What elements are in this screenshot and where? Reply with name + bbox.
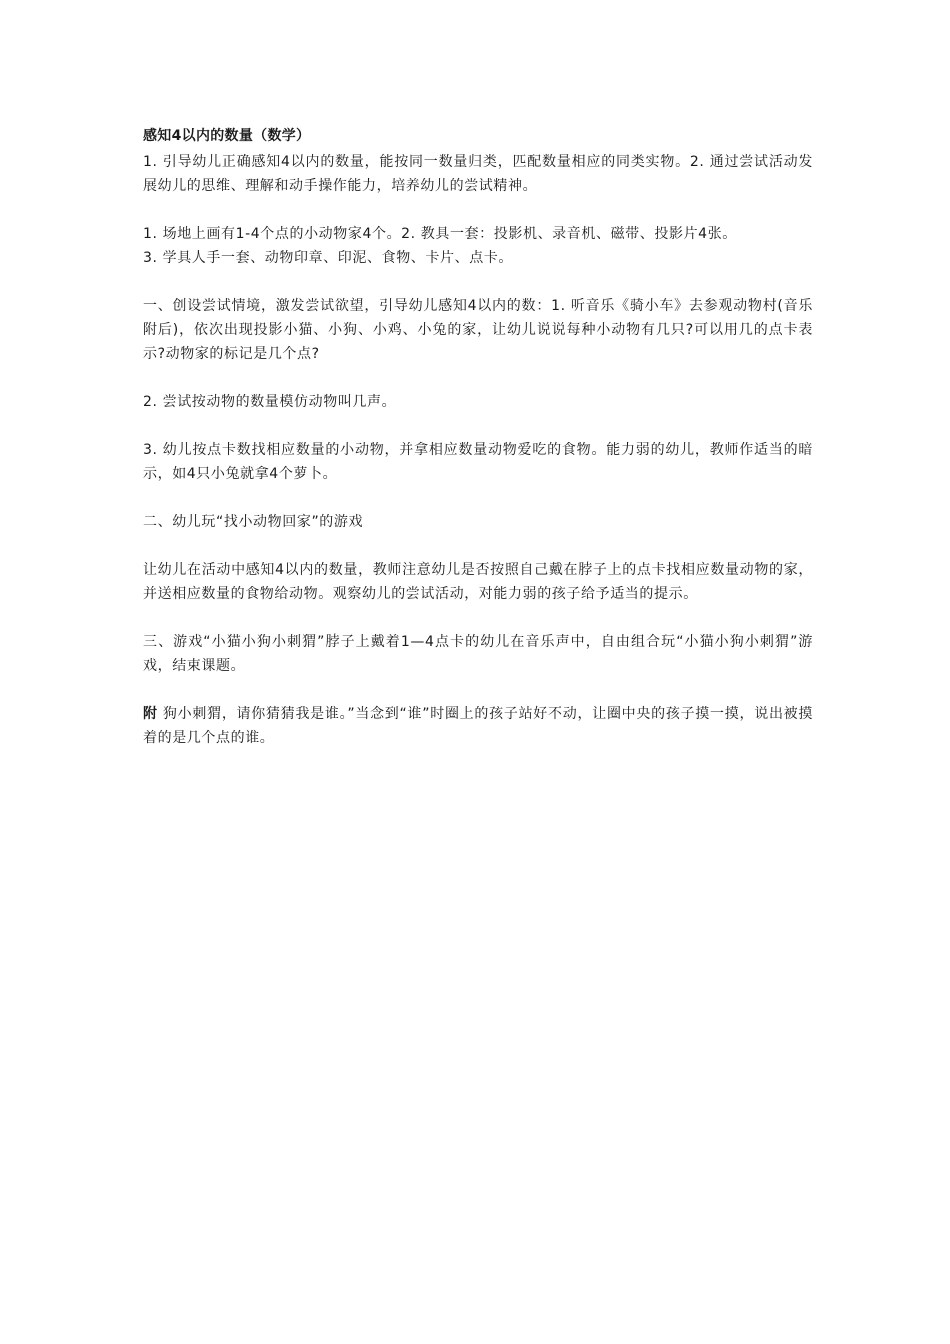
- paragraph-spacer: [143, 606, 813, 630]
- preparation-line-2: 3. 学具人手一套、动物印章、印泥、食物、卡片、点卡。: [143, 250, 514, 266]
- paragraph-spacer: [143, 270, 813, 294]
- paragraph-spacer: [143, 678, 813, 702]
- step-1-paragraph: 一、创设尝试情境，激发尝试欲望，引导幼儿感知4以内的数：1. 听音乐《骑小车》去参观动物村(音乐附后)，依次出现投影小猫、小狗、小鸡、小兔的家，让幼儿说说每种小动物有几只?可以用几的点卡表示?动物家的标记是几个点?: [143, 298, 813, 362]
- paragraph-spacer: [143, 198, 813, 222]
- step-3-paragraph: 三、游戏“小猫小狗小刺猬”脖子上戴着1—4点卡的幼儿在音乐声中，自由组合玩“小猫小狗小刺猬”游戏，结束课题。: [143, 634, 813, 674]
- step-2-heading: 二、幼儿玩“找小动物回家”的游戏: [143, 514, 364, 530]
- paragraph-spacer: [143, 414, 813, 438]
- paragraph-spacer: [143, 486, 813, 510]
- step-1-item-2: 2. 尝试按动物的数量模仿动物叫几声。: [143, 394, 397, 410]
- step-1-item-3: 3. 幼儿按点卡数找相应数量的小动物，并拿相应数量动物爱吃的食物。能力弱的幼儿，教师作适当的暗示，如4只小兔就拿4个萝卜。: [143, 442, 813, 482]
- preparation-line-1: 1. 场地上画有1-4个点的小动物家4个。2. 教具一套：投影机、录音机、磁带、投影片4张。: [143, 226, 737, 242]
- document-title: 感知4以内的数量（数学）: [143, 128, 311, 144]
- step-2-paragraph: 让幼儿在活动中感知4以内的数量，教师注意幼儿是否按照自己戴在脖子上的点卡找相应数量动物的家，并送相应数量的食物给动物。观察幼儿的尝试活动，对能力弱的孩子给予适当的提示。: [143, 562, 813, 602]
- appendix-body: 狗小刺猬，请你猜猜我是谁。”当念到“谁”时圈上的孩子站好不动，让圈中央的孩子摸一摸，说出被摸着的是几个点的谁。: [143, 706, 813, 746]
- paragraph-spacer: [143, 366, 813, 390]
- appendix-paragraph: [143, 702, 813, 750]
- goals-paragraph: 1. 引导幼儿正确感知4以内的数量，能按同一数量归类，匹配数量相应的同类实物。2. 通过尝试活动发展幼儿的思维、理解和动手操作能力，培养幼儿的尝试精神。: [143, 154, 813, 194]
- paragraph-spacer: [143, 534, 813, 558]
- appendix-lead: 附: [143, 706, 158, 722]
- document-content: [143, 124, 813, 750]
